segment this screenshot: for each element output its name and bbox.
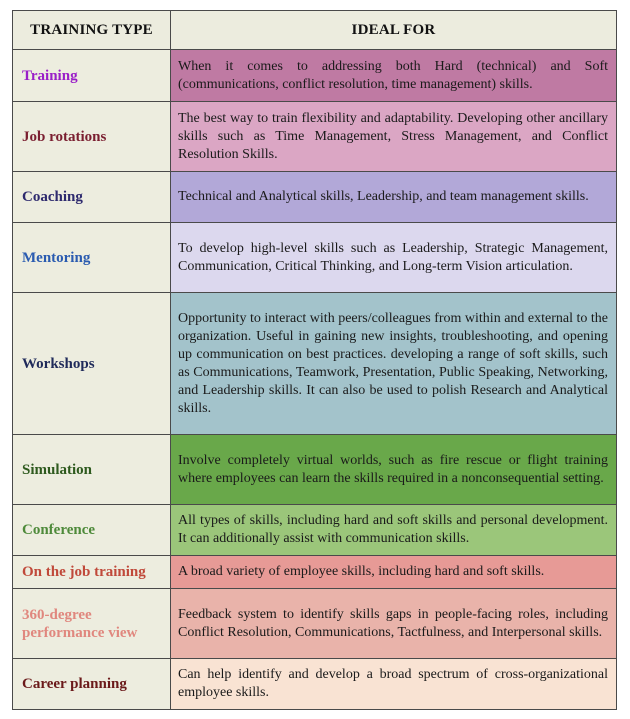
table-row (13, 556, 617, 589)
column-header-training-type: TRAINING TYPE (13, 11, 171, 50)
training-type-cell: Conference (13, 505, 171, 556)
ideal-for-cell: Feedback system to identify skills gaps in people-facing roles, including Conflict Resolution, Communications, Tactfulness, and Interpersonal skills. (171, 589, 617, 659)
header-row (13, 11, 617, 50)
table-row (13, 435, 617, 505)
table-row (13, 659, 617, 710)
training-type-cell: On the job training (13, 556, 171, 589)
training-type-cell: Career planning (13, 659, 171, 710)
ideal-for-cell: Involve completely virtual worlds, such as fire rescue or flight training where employees can learn the skills required in a nonconsequential setting. (171, 435, 617, 505)
ideal-for-cell: A broad variety of employee skills, including hard and soft skills. (171, 556, 617, 589)
training-table-container (12, 10, 616, 710)
training-type-cell: Workshops (13, 293, 171, 435)
training-type-cell: Simulation (13, 435, 171, 505)
ideal-for-cell: Opportunity to interact with peers/colleagues from within and external to the organization. Useful in gaining new insights, troubleshooting, and opening up communication on best practices. developing a range of soft skills, such as Communications, Teamwork, Presentation, Public Speaking, Networking, and Leadership skills. It can also be used to polish Research and Analytical skills. (171, 293, 617, 435)
ideal-for-cell: The best way to train flexibility and adaptability. Developing other ancillary skills such as Time Management, Stress Management, and Conflict Resolution Skills. (171, 102, 617, 172)
table-row (13, 50, 617, 102)
table-row (13, 102, 617, 172)
table-row (13, 505, 617, 556)
training-type-cell: Coaching (13, 172, 171, 223)
training-type-cell: Mentoring (13, 223, 171, 293)
ideal-for-cell: To develop high-level skills such as Leadership, Strategic Management, Communication, Critical Thinking, and Long-term Vision articulation. (171, 223, 617, 293)
table-row (13, 589, 617, 659)
ideal-for-cell: Can help identify and develop a broad spectrum of cross-organizational employee skills. (171, 659, 617, 710)
training-type-cell: 360-degree performance view (13, 589, 171, 659)
column-header-ideal-for: IDEAL FOR (171, 11, 617, 50)
ideal-for-cell: When it comes to addressing both Hard (technical) and Soft (communications, conflict resolution, time management) skills. (171, 50, 617, 102)
table-row (13, 223, 617, 293)
training-type-cell: Job rotations (13, 102, 171, 172)
table-row (13, 172, 617, 223)
training-type-table (12, 10, 617, 710)
ideal-for-cell: Technical and Analytical skills, Leadership, and team management skills. (171, 172, 617, 223)
table-row (13, 293, 617, 435)
ideal-for-cell: All types of skills, including hard and soft skills and personal development. It can additionally assist with communication skills. (171, 505, 617, 556)
training-type-cell: Training (13, 50, 171, 102)
